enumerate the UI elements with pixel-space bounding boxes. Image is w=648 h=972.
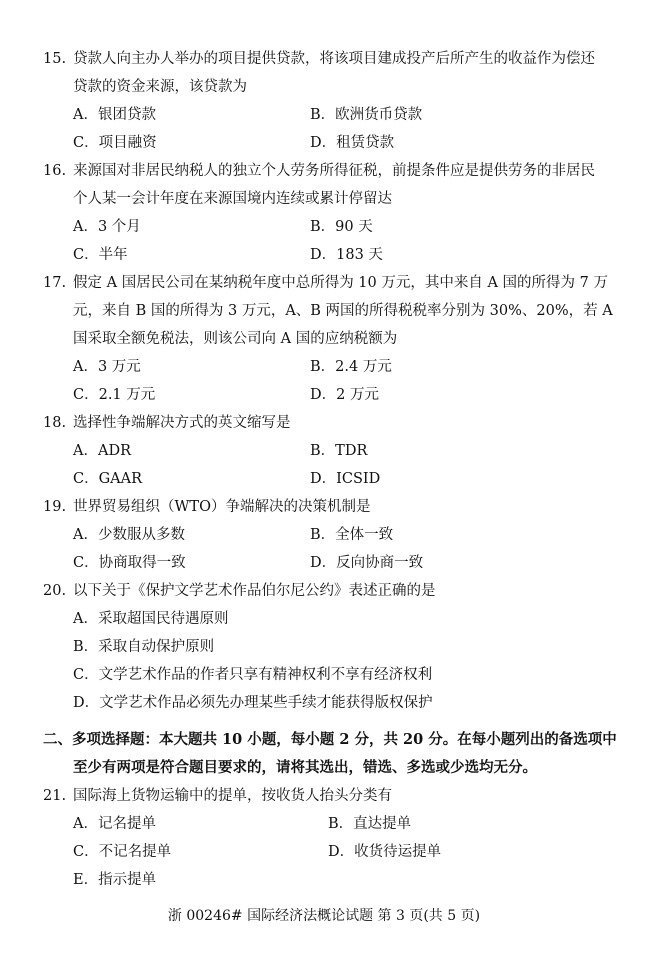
question-number: 17. xyxy=(43,275,67,291)
option-b: B．欧洲货币贷款 xyxy=(310,107,423,123)
question-text: 选择性争端解决方式的英文缩写是 xyxy=(73,415,291,431)
option-b: B．TDR xyxy=(310,443,368,459)
option-a: A．ADR xyxy=(73,443,131,459)
option-c: C．协商取得一致 xyxy=(73,555,186,571)
option-d: D．ICSID xyxy=(310,471,381,487)
option-c: C．项目融资 xyxy=(73,135,157,151)
option-c: C．GAAR xyxy=(73,471,143,487)
question-text: 贷款的资金来源，该贷款为 xyxy=(73,79,247,95)
question-number: 18. xyxy=(43,415,67,431)
question-number: 16. xyxy=(43,163,67,179)
option-d: D．183 天 xyxy=(310,247,383,263)
option-d: D．文学艺术作品必须先办理某些手续才能获得版权保护 xyxy=(73,695,433,711)
option-c: C．文学艺术作品的作者只享有精神权利不享有经济权利 xyxy=(73,667,433,683)
option-a: A．采取超国民待遇原则 xyxy=(73,611,229,627)
question-text: 贷款人向主办人举办的项目提供贷款，将该项目建成投产后所产生的收益作为偿还 xyxy=(73,51,595,67)
option-a: A．3 万元 xyxy=(73,359,141,375)
question-text: 假定 A 国居民公司在某纳税年度中总所得为 10 万元，其中来自 A 国的所得为 7 万 xyxy=(73,275,608,291)
option-d: D．反向协商一致 xyxy=(310,555,424,571)
option-a: A．记名提单 xyxy=(73,816,156,832)
question-text: 国际海上货物运输中的提单，按收货人抬头分类有 xyxy=(73,788,392,804)
question-number: 15. xyxy=(43,51,67,67)
page-footer: 浙 00246# 国际经济法概论试题 第 3 页(共 5 页) xyxy=(167,908,481,924)
option-a: A．少数服从多数 xyxy=(73,527,185,543)
option-b: B．90 天 xyxy=(310,219,373,235)
section-heading: 二、多项选择题：本大题共 10 小题，每小题 2 分，共 20 分。在每小题列出的备选项中 xyxy=(43,731,617,748)
option-a: A．3 个月 xyxy=(73,219,141,235)
option-b: B．2.4 万元 xyxy=(310,359,392,375)
option-b: B．采取自动保护原则 xyxy=(73,639,215,655)
question-text: 来源国对非居民纳税人的独立个人劳务所得征税，前提条件应是提供劳务的非居民 xyxy=(73,163,595,179)
question-text: 世界贸易组织（WTO）争端解决的决策机制是 xyxy=(73,499,371,515)
option-e: E．指示提单 xyxy=(73,872,157,888)
option-d: D．2 万元 xyxy=(310,387,379,403)
question-text: 以下关于《保护文学艺术作品伯尔尼公约》表述正确的是 xyxy=(73,583,436,599)
question-number: 20. xyxy=(43,583,67,599)
question-text: 个人某一会计年度在来源国境内连续或累计停留达 xyxy=(73,191,392,207)
question-number: 19. xyxy=(43,499,67,515)
option-a: A．银团贷款 xyxy=(73,107,156,123)
section-heading: 至少有两项是符合题目要求的，请将其选出，错选、多选或少选均无分。 xyxy=(73,759,537,776)
question-text: 国采取全额免税法，则该公司向 A 国的应纳税额为 xyxy=(73,331,398,347)
option-d: D．收货待运提单 xyxy=(328,844,442,860)
option-b: B．全体一致 xyxy=(310,527,394,543)
option-d: D．租赁贷款 xyxy=(310,135,395,151)
question-number: 21. xyxy=(43,788,67,804)
option-c: C．半年 xyxy=(73,247,128,263)
option-c: C．2.1 万元 xyxy=(73,387,156,403)
question-text: 元，来自 B 国的所得为 3 万元，A、B 两国的所得税税率分别为 30%、20%，若 A xyxy=(73,303,613,319)
option-b: B．直达提单 xyxy=(328,816,412,832)
option-c: C．不记名提单 xyxy=(73,844,172,860)
